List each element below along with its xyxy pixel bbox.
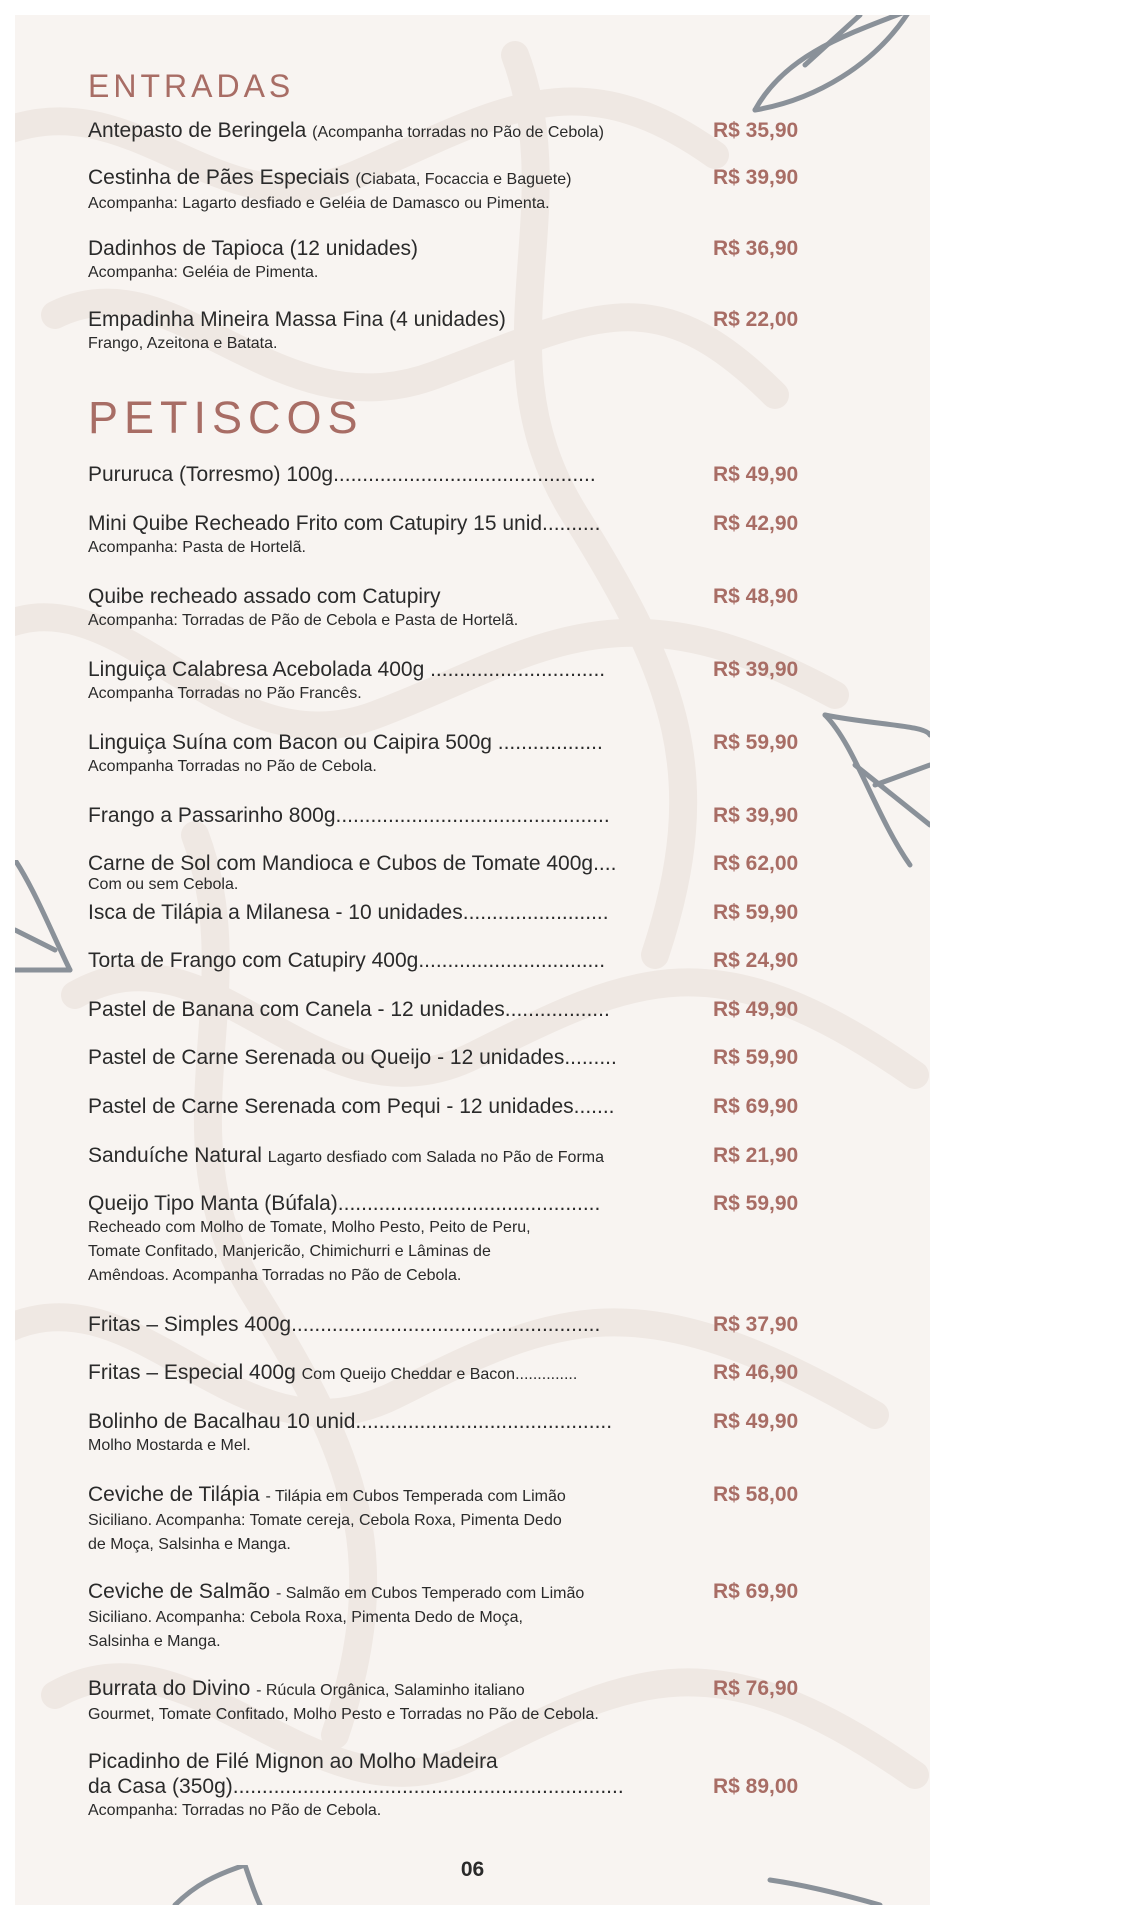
menu-item bbox=[88, 1094, 908, 1119]
item-price: R$ 48,90 bbox=[713, 585, 799, 608]
item-detail: - Rúcula Orgânica, Salaminho italiano bbox=[256, 1682, 525, 1699]
menu-item bbox=[88, 511, 908, 560]
item-description: Frango, Azeitona e Batata. bbox=[88, 335, 278, 352]
item-description: Acompanha: Pasta de Hortelã. bbox=[88, 539, 306, 556]
leaf-left-middle-icon bbox=[15, 860, 75, 980]
menu-item bbox=[88, 1045, 908, 1070]
menu-item bbox=[88, 462, 908, 487]
menu-item bbox=[88, 1409, 908, 1458]
item-description: Siciliano. Acompanha: Cebola Roxa, Pimenta Dedo de Moça, Salsinha e Manga. bbox=[88, 1609, 523, 1650]
item-detail: Com Queijo Cheddar e Bacon.............. bbox=[301, 1366, 578, 1383]
menu-item bbox=[88, 1191, 908, 1288]
menu-item bbox=[88, 1482, 908, 1557]
item-description: Acompanha Torradas no Pão Francês. bbox=[88, 685, 362, 702]
item-name: Ceviche de Tilápia bbox=[88, 1483, 260, 1506]
item-name: Antepasto de Beringela bbox=[88, 119, 307, 142]
item-detail: - Salmão em Cubos Temperado com Limão bbox=[275, 1585, 585, 1602]
item-price: R$ 59,90 bbox=[713, 1046, 799, 1069]
item-name: Bolinho de Bacalhau 10 unid............................................ bbox=[88, 1410, 613, 1433]
item-price: R$ 24,90 bbox=[713, 949, 799, 972]
item-name: Sanduíche Natural bbox=[88, 1144, 262, 1167]
menu-item bbox=[88, 1676, 908, 1727]
item-description: Recheado com Molho de Tomate, Molho Pesto, Peito de Peru, Tomate Confitado, Manjericão, Chimichurri e Lâminas de Amêndoas. Acompanha Torradas no Pão de Cebola. bbox=[88, 1219, 531, 1284]
menu-item bbox=[88, 236, 908, 285]
item-price: R$ 69,90 bbox=[713, 1580, 799, 1603]
section-title-petiscos: PETISCOS bbox=[88, 392, 364, 443]
item-name: Linguiça Calabresa Acebolada 400g .............................. bbox=[88, 658, 606, 681]
item-price: R$ 36,90 bbox=[713, 237, 799, 260]
page-number: 06 bbox=[460, 1858, 485, 1881]
item-price: R$ 69,90 bbox=[713, 1095, 799, 1118]
item-price: R$ 39,90 bbox=[713, 804, 799, 827]
section-title-entradas: ENTRADAS bbox=[88, 68, 295, 104]
item-price: R$ 35,90 bbox=[713, 119, 799, 142]
item-description: Acompanha: Torradas no Pão de Cebola. bbox=[88, 1802, 382, 1819]
item-description: Acompanha: Lagarto desfiado e Geléia de Damasco ou Pimenta. bbox=[88, 195, 550, 212]
item-price: R$ 89,00 bbox=[713, 1775, 799, 1798]
menu-item bbox=[88, 803, 908, 828]
item-detail: - Tilápia em Cubos Temperada com Limão bbox=[265, 1488, 566, 1505]
item-price: R$ 37,90 bbox=[713, 1313, 799, 1336]
item-price: R$ 49,90 bbox=[713, 1410, 799, 1433]
item-name: Pastel de Banana com Canela - 12 unidades.................. bbox=[88, 998, 610, 1021]
item-price: R$ 58,00 bbox=[713, 1483, 799, 1506]
item-price: R$ 62,00 bbox=[713, 852, 799, 875]
item-detail: Lagarto desfiado com Salada no Pão de Forma bbox=[267, 1149, 605, 1166]
item-price: R$ 42,90 bbox=[713, 512, 799, 535]
item-price: R$ 39,90 bbox=[713, 658, 799, 681]
menu-item bbox=[88, 1579, 908, 1654]
item-name: Picadinho de Filé Mignon ao Molho Madeira da Casa (350g)................................................................... bbox=[88, 1750, 624, 1798]
menu-item bbox=[88, 997, 908, 1022]
item-name: Ceviche de Salmão bbox=[88, 1580, 271, 1603]
leaf-top-right-icon bbox=[745, 15, 915, 115]
item-price: R$ 59,90 bbox=[713, 731, 799, 754]
item-price: R$ 49,90 bbox=[713, 998, 799, 1021]
item-name: Burrata do Divino bbox=[88, 1677, 251, 1700]
item-price: R$ 59,90 bbox=[713, 1192, 799, 1215]
item-name: Quibe recheado assado com Catupiry bbox=[88, 585, 441, 608]
menu-item bbox=[88, 1312, 908, 1337]
item-name: Linguiça Suína com Bacon ou Caipira 500g .................. bbox=[88, 731, 603, 754]
menu-item bbox=[88, 948, 908, 973]
menu-item bbox=[88, 118, 908, 145]
item-detail: (Acompanha torradas no Pão de Cebola) bbox=[312, 124, 604, 141]
item-name: Isca de Tilápia a Milanesa - 10 unidades......................... bbox=[88, 901, 609, 924]
item-price: R$ 59,90 bbox=[713, 901, 799, 924]
item-price: R$ 49,90 bbox=[713, 463, 799, 486]
item-price: R$ 21,90 bbox=[713, 1144, 799, 1167]
menu-item bbox=[88, 657, 908, 706]
item-description: Siciliano. Acompanha: Tomate cereja, Cebola Roxa, Pimenta Dedo de Moça, Salsinha e Manga. bbox=[88, 1512, 562, 1553]
item-name: Cestinha de Pães Especiais bbox=[88, 166, 350, 189]
item-detail: (Ciabata, Focaccia e Baguete) bbox=[355, 171, 572, 188]
menu-item bbox=[88, 1143, 908, 1170]
menu-item bbox=[88, 730, 908, 779]
item-description: Molho Mostarda e Mel. bbox=[88, 1437, 251, 1454]
item-name: Mini Quibe Recheado Frito com Catupiry 15 unid.......... bbox=[88, 512, 601, 535]
item-name: Fritas – Simples 400g..................................................... bbox=[88, 1313, 601, 1336]
item-price: R$ 22,00 bbox=[713, 308, 799, 331]
menu-item bbox=[88, 900, 908, 925]
item-description: Acompanha Torradas no Pão de Cebola. bbox=[88, 758, 377, 775]
item-price: R$ 39,90 bbox=[713, 166, 799, 189]
item-name: Empadinha Mineira Massa Fina (4 unidades) bbox=[88, 308, 506, 331]
menu-item bbox=[88, 1749, 908, 1823]
item-name: Pastel de Carne Serenada ou Queijo - 12 unidades......... bbox=[88, 1046, 617, 1069]
item-description: Acompanha: Torradas de Pão de Cebola e Pasta de Hortelã. bbox=[88, 612, 519, 629]
item-name: Queijo Tipo Manta (Búfala)............................................. bbox=[88, 1192, 601, 1215]
menu-item bbox=[88, 165, 908, 216]
menu-item bbox=[88, 851, 908, 894]
item-price: R$ 76,90 bbox=[713, 1677, 799, 1700]
menu-page bbox=[15, 15, 930, 1905]
item-name: Frango a Passarinho 800g............................................... bbox=[88, 804, 610, 827]
item-name: Pururuca (Torresmo) 100g............................................. bbox=[88, 463, 596, 486]
item-name: Pastel de Carne Serenada com Pequi - 12 unidades....... bbox=[88, 1095, 615, 1118]
item-name: Dadinhos de Tapioca (12 unidades) bbox=[88, 237, 419, 260]
item-name: Fritas – Especial 400g bbox=[88, 1361, 296, 1384]
menu-item bbox=[88, 307, 908, 356]
item-name: Carne de Sol com Mandioca e Cubos de Tomate 400g.... bbox=[88, 852, 617, 875]
item-price: R$ 46,90 bbox=[713, 1361, 799, 1384]
item-description: Com ou sem Cebola. bbox=[88, 876, 239, 893]
item-name: Torta de Frango com Catupiry 400g................................ bbox=[88, 949, 606, 972]
menu-item bbox=[88, 584, 908, 633]
item-description: Gourmet, Tomate Confitado, Molho Pesto e Torradas no Pão de Cebola. bbox=[88, 1706, 599, 1723]
menu-item bbox=[88, 1360, 908, 1387]
item-description: Acompanha: Geléia de Pimenta. bbox=[88, 264, 319, 281]
